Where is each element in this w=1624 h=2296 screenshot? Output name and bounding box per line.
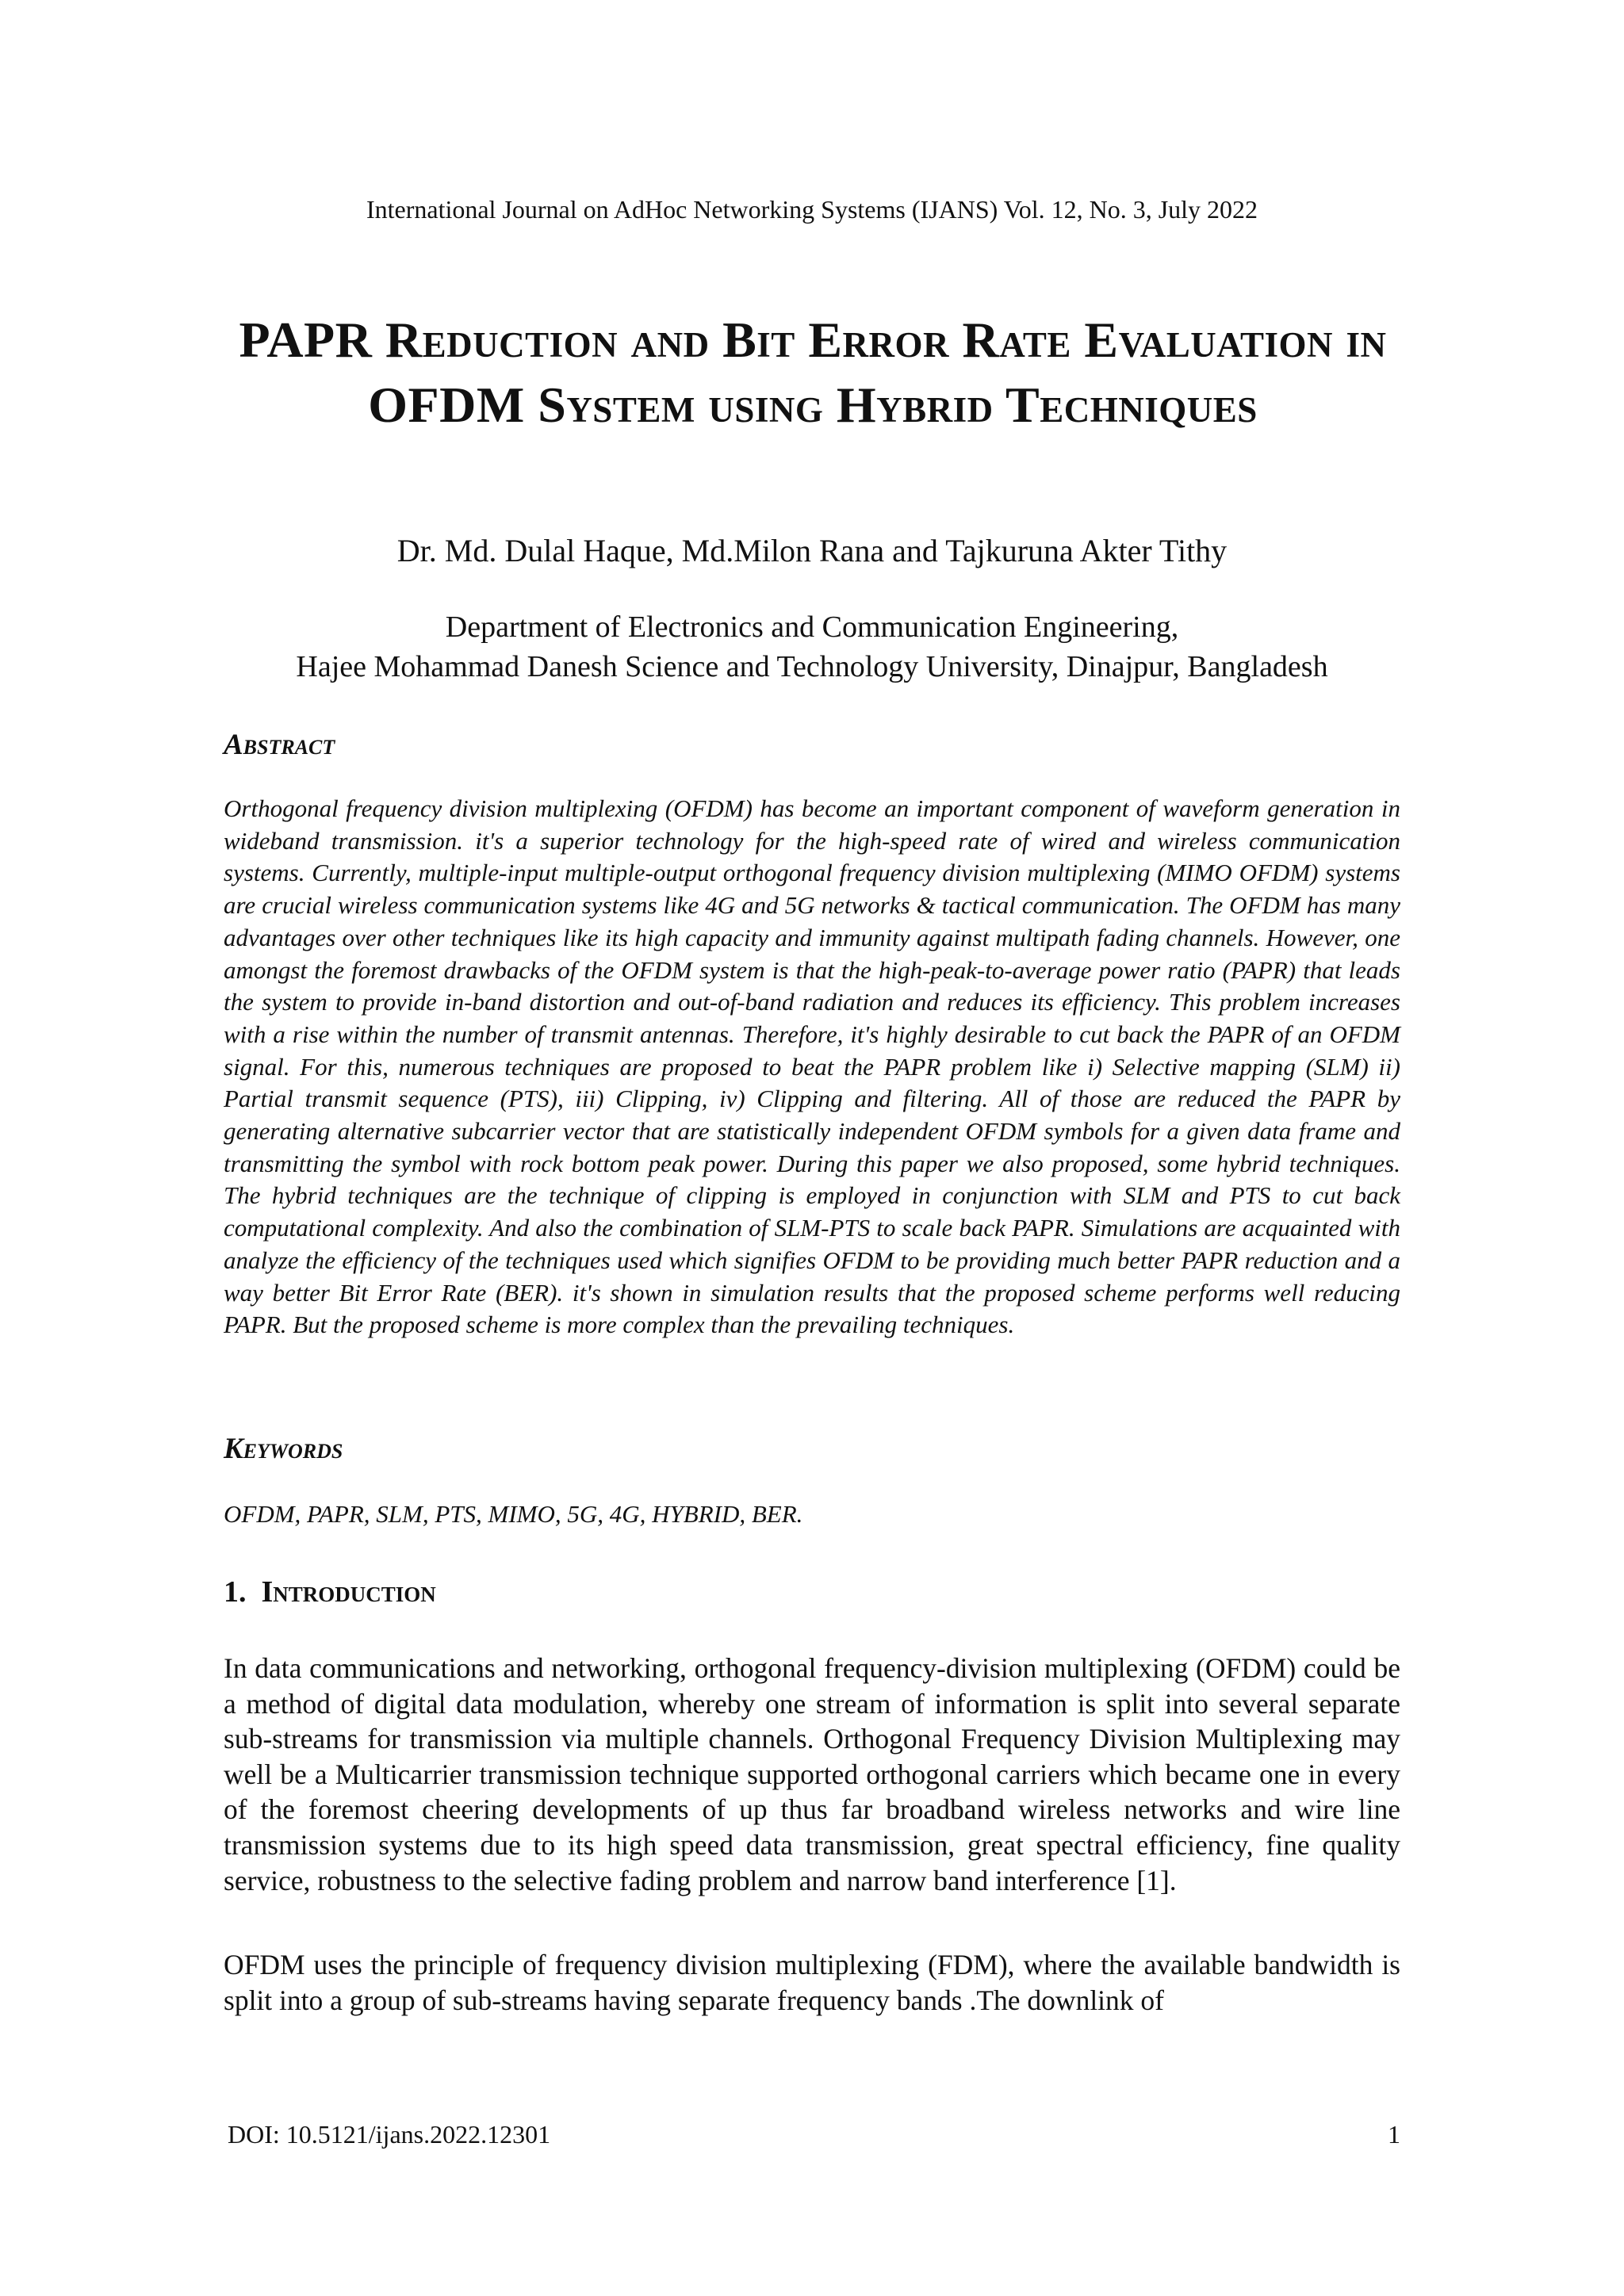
affiliation-department: Department of Electronics and Communication Engineering, bbox=[445, 610, 1179, 644]
introduction-heading: 1. Introduction bbox=[224, 1575, 436, 1609]
introduction-paragraph-2: OFDM uses the principle of frequency division multiplexing (FDM), where the available bandwidth is split into a group of sub-streams having separate frequency bands .The downlink of bbox=[224, 1949, 1400, 2016]
page-number: 1 bbox=[1388, 2120, 1400, 2149]
keywords-text: OFDM, PAPR, SLM, PTS, MIMO, 5G, 4G, HYBRID, BER. bbox=[224, 1500, 803, 1528]
running-header: International Journal on AdHoc Networking Systems (IJANS) Vol. 12, No. 3, July 2022 bbox=[366, 195, 1258, 224]
introduction-paragraph-1: In data communications and networking, orthogonal frequency-division multiplexing (OFDM) could be a method of digital data modulation, whereby one stream of information is split into several separate sub-streams for transmission via multiple channels. Orthogonal Frequency Division Multiplexing may well be a Multicarrier transmission technique supported orthogonal carriers which became one in every of the foremost cheering developments of up thus far broadband wireless networks and wire line transmission systems due to its high speed data transmission, great spectral efficiency, fine quality service, robustness to the selective fading problem and narrow band interference [1]. bbox=[224, 1652, 1400, 1896]
affiliation-university: Hajee Mohammad Danesh Science and Technology University, Dinajpur, Bangladesh bbox=[296, 650, 1328, 683]
abstract-text: Orthogonal frequency division multiplexing (OFDM) has become an important component of waveform generation in wideband transmission. it's a superior technology for the high-speed rate of wired and wireless communication systems. Currently, multiple-input multiple-output orthogonal frequency division multiplexing (MIMO OFDM) systems are crucial wireless communication systems like 4G and 5G networks & tactical communication. The OFDM has many advantages over other techniques like its high capacity and immunity against multipath fading channels. However, one amongst the foremost drawbacks of the OFDM system is that the high-peak-to-average power ratio (PAPR) that leads the system to provide in-band distortion and out-of-band radiation and reduces its efficiency. This problem increases with a rise within the number of transmit antennas. Therefore, it's highly desirable to cut back the PAPR of an OFDM signal. For this, numerous techniques are proposed to beat the PAPR problem like i) Selective mapping (SLM) ii) Partial transmit sequence (PTS), iii) Clipping, iv) Clipping and filtering. All of those are reduced the PAPR by generating alternative subcarrier vector that are statistically independent OFDM symbols for a given data frame and transmitting the symbol with rock bottom peak power. During this paper we also proposed, some hybrid techniques. The hybrid techniques are the technique of clipping is employed in conjunction with SLM and PTS to cut back computational complexity. And also the combination of SLM-PTS to scale back PAPR. Simulations are acquainted with analyze the efficiency of the techniques used which signifies OFDM to be providing much better PAPR reduction and a way better Bit Error Rate (BER). it's shown in simulation results that the proposed scheme performs well reducing PAPR. But the proposed scheme is more complex than the prevailing techniques. bbox=[224, 794, 1400, 1339]
author-list: Dr. Md. Dulal Haque, Md.Milon Rana and Tajkuruna Akter Tithy bbox=[396, 533, 1228, 568]
paper-title: PAPR Reduction and Bit Error Rate Evaluation in OFDM System using Hybrid Techniques bbox=[239, 312, 1387, 433]
affiliation bbox=[0, 607, 1624, 687]
abstract-heading: Abstract bbox=[224, 729, 335, 761]
footer-doi: DOI: 10.5121/ijans.2022.12301 bbox=[228, 2120, 551, 2149]
keywords-heading: Keywords bbox=[224, 1433, 343, 1465]
